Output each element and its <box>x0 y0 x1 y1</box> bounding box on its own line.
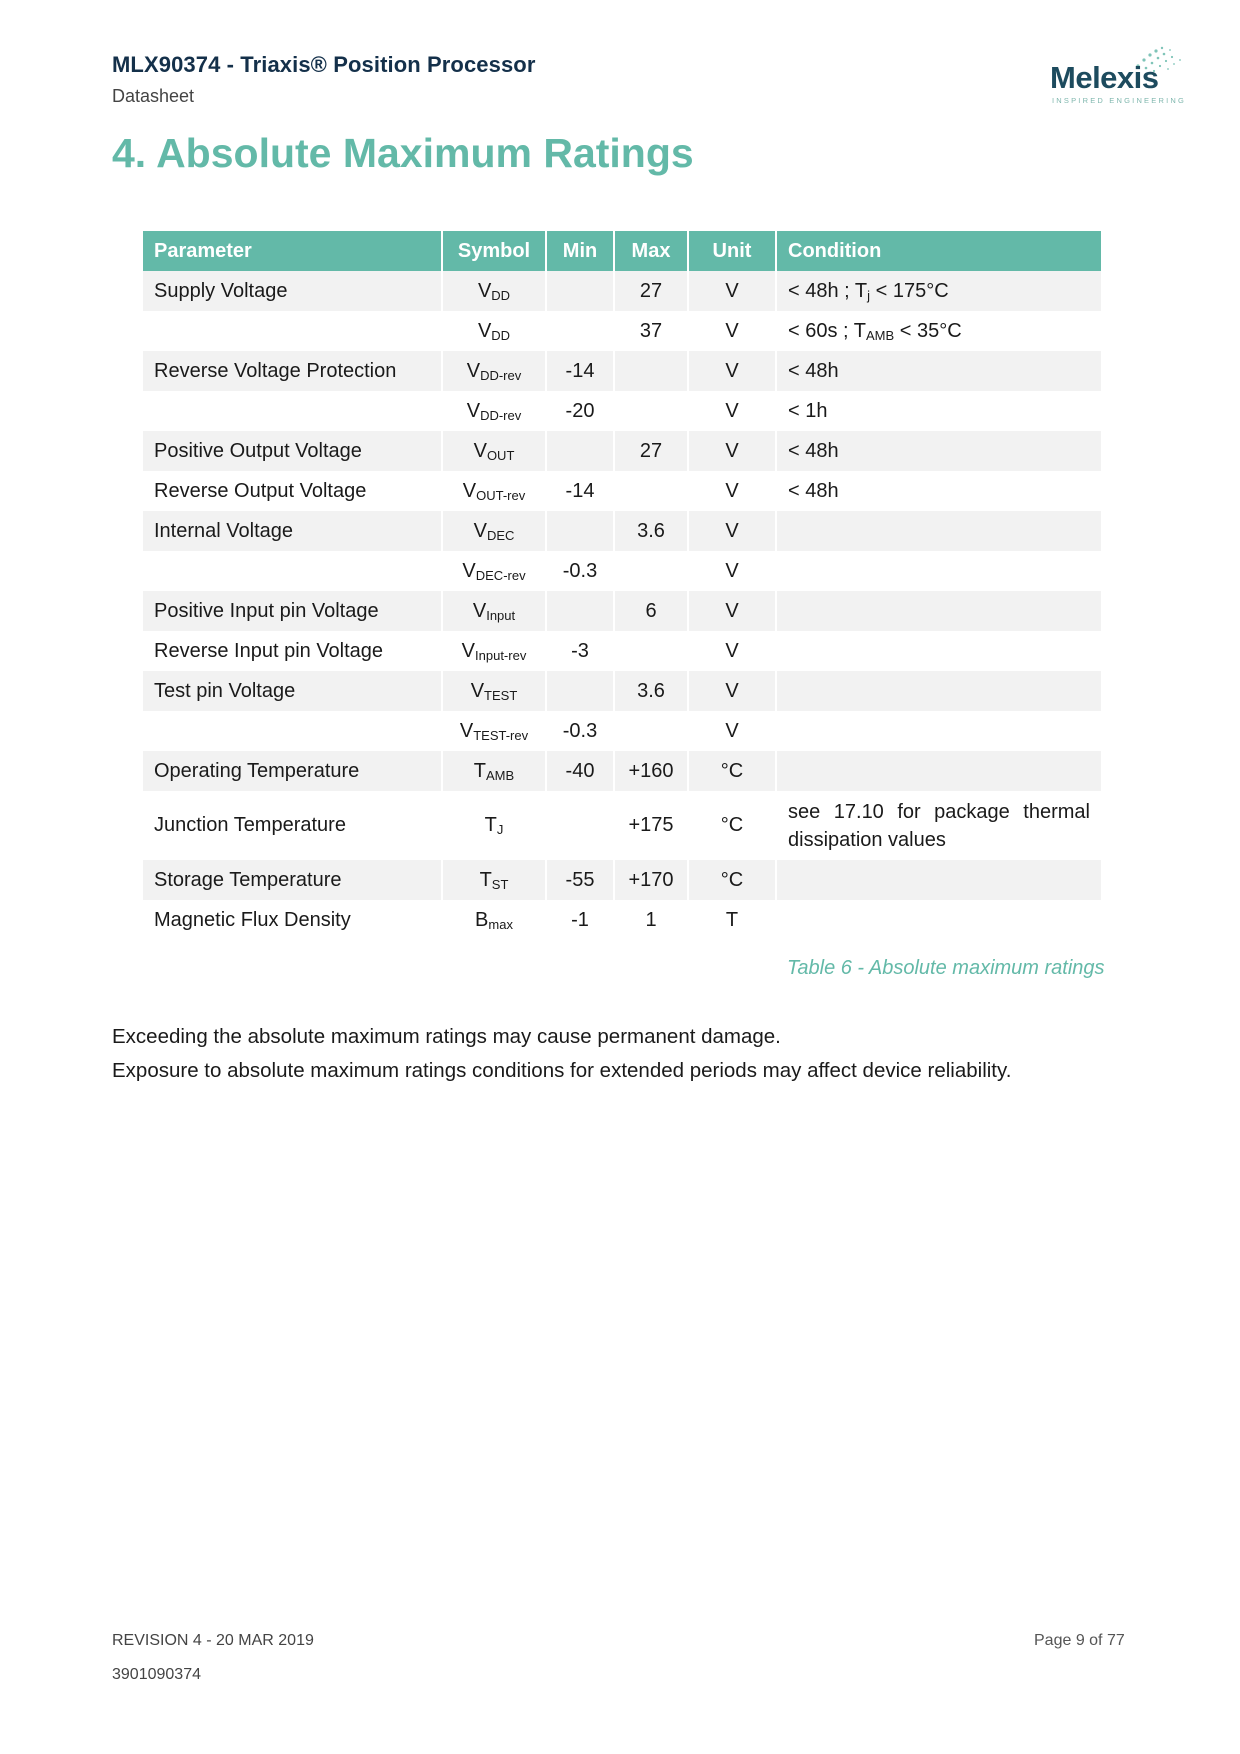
cell-symbol <box>442 860 546 900</box>
footer-page-number: Page 9 of 77 <box>1034 1632 1125 1649</box>
cell-max-text: 3.6 <box>637 519 665 542</box>
cell-unit <box>688 751 776 791</box>
cell-max <box>614 711 688 751</box>
cell-min <box>546 271 614 311</box>
cell-unit <box>688 671 776 711</box>
cell-symbol-text: V <box>459 719 474 742</box>
cell-symbol <box>442 351 546 391</box>
cell-condition-text: < 60s ; T <box>788 319 867 342</box>
cell-parameter <box>143 711 442 751</box>
table-row <box>143 351 1101 391</box>
table-row <box>143 751 1101 791</box>
table-row <box>143 431 1101 471</box>
cell-symbol-subscript: DD <box>491 327 511 343</box>
cell-max-text: 3.6 <box>637 679 665 702</box>
cell-symbol-subscript: max <box>488 916 513 932</box>
cell-symbol <box>442 631 546 671</box>
footer-doc-number: 3901090374 <box>112 1666 201 1683</box>
logo-wordmark: Melexis <box>1050 60 1159 95</box>
cell-max-text: +170 <box>628 868 674 891</box>
table-row <box>143 271 1101 311</box>
cell-max-text: 6 <box>645 599 657 622</box>
cell-unit <box>688 900 776 940</box>
cell-symbol <box>442 791 546 860</box>
cell-unit-text: °C <box>720 759 744 782</box>
document-subtitle: Datasheet <box>112 86 195 106</box>
cell-condition <box>776 631 1101 671</box>
cell-min <box>546 900 614 940</box>
cell-symbol-text: V <box>462 479 477 502</box>
cell-symbol-text: T <box>484 814 497 836</box>
cell-max <box>614 860 688 900</box>
cell-min <box>546 711 614 751</box>
cell-parameter <box>143 431 442 471</box>
cell-min <box>546 471 614 511</box>
cell-max <box>614 271 688 311</box>
cell-parameter <box>143 271 442 311</box>
body-paragraph-1: Exceeding the absolute maximum ratings may cause permanent damage. <box>112 1025 781 1048</box>
cell-parameter <box>143 551 442 591</box>
cell-condition <box>776 711 1101 751</box>
cell-symbol-text: V <box>462 559 476 582</box>
cell-symbol-subscript: Input-rev <box>475 647 527 663</box>
cell-symbol-text: V <box>473 439 487 462</box>
cell-min <box>546 311 614 351</box>
cell-parameter <box>143 631 442 671</box>
cell-symbol-text: V <box>472 599 487 622</box>
cell-parameter-text: Reverse Voltage Protection <box>154 359 397 382</box>
cell-symbol-subscript: DEC-rev <box>475 567 526 583</box>
cell-max <box>614 671 688 711</box>
footer-revision: REVISION 4 - 20 MAR 2019 <box>112 1632 314 1649</box>
cell-symbol <box>442 671 546 711</box>
cell-unit-text: V <box>725 319 739 342</box>
cell-condition-text: < 35°C <box>894 319 962 342</box>
cell-symbol-text: V <box>470 679 485 702</box>
cell-symbol <box>442 391 546 431</box>
cell-min <box>546 551 614 591</box>
cell-condition <box>776 431 1101 471</box>
cell-unit <box>688 591 776 631</box>
cell-parameter <box>143 311 442 351</box>
cell-min-text: -40 <box>565 759 595 782</box>
cell-parameter <box>143 860 442 900</box>
table-body <box>143 271 1101 940</box>
cell-parameter-text: Magnetic Flux Density <box>154 908 351 931</box>
cell-condition <box>776 900 1101 940</box>
cell-min-text: -20 <box>565 399 595 422</box>
cell-parameter <box>143 391 442 431</box>
cell-min <box>546 351 614 391</box>
cell-condition <box>776 551 1101 591</box>
cell-min <box>546 751 614 791</box>
cell-min-text: -14 <box>565 359 595 382</box>
cell-unit-text: V <box>725 519 739 542</box>
cell-max-text: 1 <box>645 908 657 931</box>
cell-parameter <box>143 791 442 860</box>
section-title: 4. Absolute Maximum Ratings <box>112 130 694 176</box>
cell-unit-text: V <box>725 599 739 622</box>
table-row <box>143 711 1101 751</box>
document-title: MLX90374 - Triaxis® Position Processor <box>112 52 536 77</box>
cell-condition-text: see 17.10 for package thermal dissipation values <box>788 800 1090 851</box>
body-text <box>112 1024 1011 1092</box>
cell-condition <box>776 471 1101 511</box>
footer-left <box>112 1632 314 1700</box>
cell-max <box>614 751 688 791</box>
cell-condition <box>776 311 1101 351</box>
header-parameter: Parameter <box>143 231 442 271</box>
cell-max <box>614 591 688 631</box>
cell-condition-text: < 48h <box>788 479 839 502</box>
cell-max-text: 37 <box>639 319 663 342</box>
table-caption: Table 6 - Absolute maximum ratings <box>787 957 1105 979</box>
cell-unit-text: V <box>725 639 739 662</box>
cell-unit <box>688 860 776 900</box>
cell-symbol-subscript: DD-rev <box>480 367 522 383</box>
cell-condition <box>776 671 1101 711</box>
cell-parameter-text: Positive Input pin Voltage <box>154 599 379 622</box>
table-row <box>143 671 1101 711</box>
cell-max-text: 27 <box>639 279 663 302</box>
cell-max <box>614 391 688 431</box>
cell-parameter <box>143 671 442 711</box>
cell-symbol-subscript: TEST <box>484 687 518 703</box>
cell-unit-text: °C <box>720 814 744 836</box>
cell-symbol-text: V <box>473 519 487 542</box>
cell-symbol-text: T <box>473 759 487 782</box>
cell-condition-text: < 1h <box>788 399 828 422</box>
cell-unit <box>688 391 776 431</box>
absolute-max-ratings-table <box>143 231 1101 940</box>
cell-unit-text: V <box>725 439 739 462</box>
cell-parameter <box>143 591 442 631</box>
cell-unit-text: °C <box>720 868 744 891</box>
cell-symbol-subscript: DEC <box>486 527 515 543</box>
condition-text-block <box>788 798 1090 854</box>
cell-min-text: -14 <box>565 479 595 502</box>
cell-min-text: -0.3 <box>562 559 598 582</box>
cell-symbol-subscript: DD <box>491 287 511 303</box>
cell-min-text: -55 <box>565 868 595 891</box>
cell-unit <box>688 471 776 511</box>
cell-symbol <box>442 591 546 631</box>
cell-parameter-text: Junction Temperature <box>154 814 346 836</box>
cell-max <box>614 900 688 940</box>
table-row <box>143 900 1101 940</box>
cell-symbol <box>442 271 546 311</box>
cell-min-text: -3 <box>571 639 589 662</box>
cell-parameter <box>143 351 442 391</box>
cell-parameter-text: Internal Voltage <box>154 519 293 542</box>
cell-symbol-subscript: J <box>496 822 504 837</box>
cell-unit-text: V <box>725 719 739 742</box>
cell-min <box>546 860 614 900</box>
cell-unit <box>688 351 776 391</box>
cell-symbol-subscript: DD-rev <box>480 407 522 423</box>
cell-max <box>614 631 688 671</box>
body-paragraph-2: Exposure to absolute maximum ratings conditions for extended periods may affect device reliability. <box>112 1059 1012 1082</box>
cell-condition <box>776 751 1101 791</box>
cell-min <box>546 391 614 431</box>
cell-max <box>614 431 688 471</box>
cell-min <box>546 671 614 711</box>
cell-condition <box>776 351 1101 391</box>
cell-symbol-subscript: TEST-rev <box>473 727 529 743</box>
cell-parameter <box>143 751 442 791</box>
cell-parameter <box>143 511 442 551</box>
cell-symbol-subscript: OUT <box>486 447 515 463</box>
cell-max-text: 27 <box>639 439 663 462</box>
cell-parameter-text: Positive Output Voltage <box>154 439 362 462</box>
cell-symbol <box>442 431 546 471</box>
cell-condition <box>776 860 1101 900</box>
cell-unit-text: V <box>725 479 739 502</box>
cell-unit-text: V <box>725 679 739 702</box>
table-row <box>143 791 1101 860</box>
cell-symbol <box>442 711 546 751</box>
table-row <box>143 311 1101 351</box>
cell-symbol-text: T <box>479 868 492 891</box>
cell-parameter <box>143 900 442 940</box>
cell-min-text: -0.3 <box>562 719 598 742</box>
table-row <box>143 591 1101 631</box>
header-max: Max <box>614 231 688 271</box>
cell-max <box>614 311 688 351</box>
cell-unit-text: V <box>725 279 739 302</box>
header-condition: Condition <box>776 231 1101 271</box>
table-row <box>143 391 1101 431</box>
table-header-row <box>143 231 1101 271</box>
cell-min-text: -1 <box>571 908 589 931</box>
cell-condition <box>776 791 1101 860</box>
cell-min <box>546 511 614 551</box>
cell-unit <box>688 791 776 860</box>
cell-symbol <box>442 311 546 351</box>
cell-condition-subscript: AMB <box>866 327 895 343</box>
cell-condition <box>776 511 1101 551</box>
cell-condition <box>776 271 1101 311</box>
cell-condition-text: < 48h <box>788 439 839 462</box>
cell-condition-text: < 48h ; T <box>788 279 868 302</box>
cell-symbol-text: V <box>477 319 492 342</box>
cell-parameter-text: Supply Voltage <box>154 279 288 302</box>
cell-unit <box>688 631 776 671</box>
cell-max <box>614 351 688 391</box>
cell-unit <box>688 271 776 311</box>
document-header <box>112 52 536 107</box>
cell-parameter-text: Reverse Input pin Voltage <box>154 639 384 662</box>
cell-unit-text: T <box>725 908 739 931</box>
cell-symbol <box>442 511 546 551</box>
cell-symbol-subscript: OUT-rev <box>476 487 526 503</box>
cell-parameter-text: Operating Temperature <box>154 759 360 782</box>
cell-parameter-text: Test pin Voltage <box>154 679 296 702</box>
header-unit: Unit <box>688 231 776 271</box>
cell-unit-text: V <box>725 359 739 382</box>
table-row <box>143 471 1101 511</box>
cell-unit-text: V <box>725 399 739 422</box>
cell-symbol-subscript: Input <box>486 607 516 623</box>
table-row <box>143 511 1101 551</box>
cell-unit <box>688 431 776 471</box>
cell-symbol-subscript: ST <box>491 876 509 892</box>
cell-symbol <box>442 900 546 940</box>
cell-condition-text: < 175°C <box>870 279 949 302</box>
table-row <box>143 551 1101 591</box>
cell-max-text: +175 <box>628 814 674 836</box>
cell-unit <box>688 311 776 351</box>
cell-max <box>614 471 688 511</box>
cell-unit <box>688 551 776 591</box>
cell-parameter <box>143 471 442 511</box>
cell-condition-text: < 48h <box>788 359 839 382</box>
cell-symbol-text: V <box>477 279 492 302</box>
cell-symbol-text: B <box>475 908 489 931</box>
cell-parameter-text: Reverse Output Voltage <box>154 479 367 502</box>
cell-max <box>614 511 688 551</box>
cell-min <box>546 631 614 671</box>
cell-symbol <box>442 471 546 511</box>
cell-condition <box>776 591 1101 631</box>
cell-parameter-text: Storage Temperature <box>154 868 342 891</box>
header-symbol: Symbol <box>442 231 546 271</box>
cell-symbol-text: V <box>466 399 481 422</box>
cell-max-text: +160 <box>628 759 674 782</box>
logo-tagline: INSPIRED ENGINEERING <box>1052 96 1187 105</box>
cell-symbol-subscript: AMB <box>486 767 515 783</box>
cell-min <box>546 791 614 860</box>
cell-condition <box>776 391 1101 431</box>
cell-min <box>546 591 614 631</box>
cell-symbol-text: V <box>461 639 476 662</box>
cell-max <box>614 551 688 591</box>
cell-unit <box>688 711 776 751</box>
table-row <box>143 631 1101 671</box>
table-row <box>143 860 1101 900</box>
cell-unit-text: V <box>725 559 739 582</box>
cell-unit <box>688 511 776 551</box>
cell-symbol <box>442 551 546 591</box>
cell-condition-subscript: j <box>867 287 871 303</box>
melexis-logo <box>1040 44 1190 110</box>
cell-symbol <box>442 751 546 791</box>
header-min: Min <box>546 231 614 271</box>
cell-max <box>614 791 688 860</box>
cell-min <box>546 431 614 471</box>
cell-symbol-text: V <box>466 359 481 382</box>
